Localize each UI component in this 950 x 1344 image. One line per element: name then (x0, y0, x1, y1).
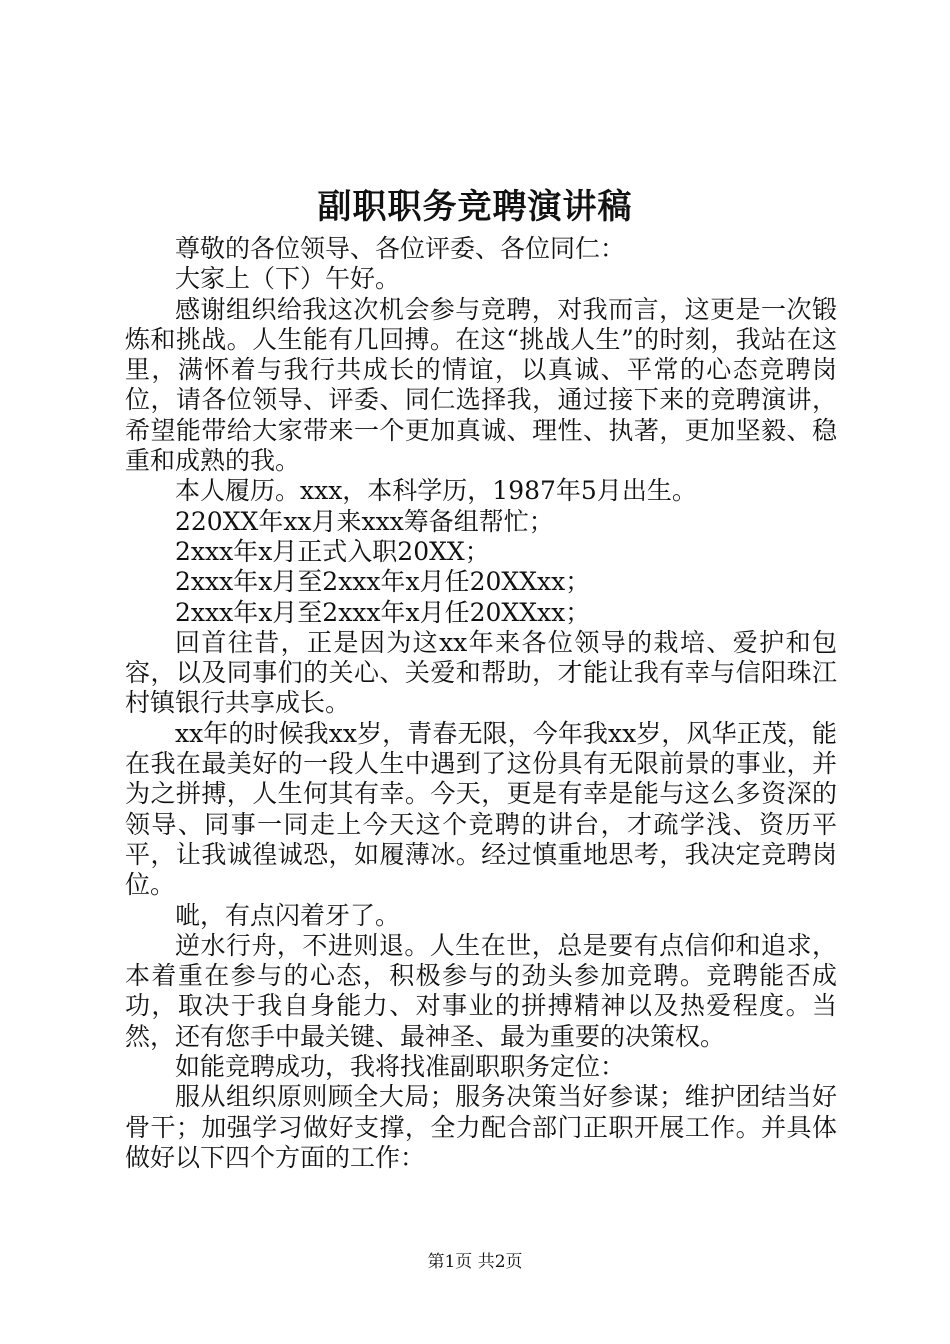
paragraph-motivation: 逆水行舟，不进则退。人生在世，总是要有点信仰和追求，本着重在参与的心态，积极参与的劲头参加竞聘。竞聘能否成功，取决于我自身能力、对事业的拼搏精神以及热爱程度。当然，还有您手中最关键、最神圣、最为重要的决策权。 (125, 930, 837, 1051)
paragraph-resume-item: 2xxx年x月至2xxx年x月任20XXxx； (175, 597, 591, 627)
paragraph-duties: 服从组织原则顾全大局；服务决策当好参谋；维护团结当好骨干；加强学习做好支撑，全力配合部门正职开展工作。并具体做好以下四个方面的工作： (125, 1082, 837, 1172)
document-title: 副职职务竞聘演讲稿 (317, 187, 633, 227)
paragraph-resume: 本人履历。xxx，本科学历，1987年5月出生。 (175, 476, 697, 506)
document-body (125, 234, 837, 1173)
paragraph-resume-item: 2xxx年x月至2xxx年x月任20XXxx； (175, 567, 591, 597)
paragraph-reflection: 回首往昔，正是因为这xx年来各位领导的栽培、爱护和包容，以及同事们的关心、关爱和帮助，才能让我有幸与信阳珠江村镇银行共享成长。 (125, 627, 837, 718)
paragraph-resume-item: 2xxx年x月正式入职20XX； (175, 536, 490, 566)
page-footer: 第1页 共2页 (427, 1252, 523, 1272)
paragraph-greeting: 大家上（下）午好。 (175, 264, 401, 294)
paragraph-resume-item: 220XX年xx月来xxx筹备组帮忙； (175, 506, 554, 536)
paragraph-thanks: 感谢组织给我这次机会参与竞聘，对我而言，这更是一次锻炼和挑战。人生能有几回搏。在这“挑战人生”的时刻，我站在这里，满怀着与我行共成长的情谊，以真诚、平常的心态竞聘岗位，请各位领导、评委、同仁选择我，通过接下来的竞聘演讲，希望能带给大家带来一个更加真诚、理性、执著，更加坚毅、稳重和成熟的我。 (125, 294, 837, 476)
paragraph-aside: 呲，有点闪着牙了。 (175, 900, 401, 930)
paragraph-salutation: 尊敬的各位领导、各位评委、各位同仁： (175, 234, 626, 263)
paragraph-youth: xx年的时候我xx岁，青春无限，今年我xx岁，风华正茂，能在我在最美好的一段人生中遇到了这份具有无限前景的事业，并为之拼搏，人生何其有幸。今天，更是有幸是能与这么多资深的领导、同事一同走上今天这个竞聘的讲台，才疏学浅、资历平平，让我诚徨诚恐，如履薄冰。经过慎重地思考，我决定竞聘岗位。 (125, 718, 837, 900)
paragraph-positioning: 如能竞聘成功，我将找准副职职务定位： (175, 1052, 626, 1082)
